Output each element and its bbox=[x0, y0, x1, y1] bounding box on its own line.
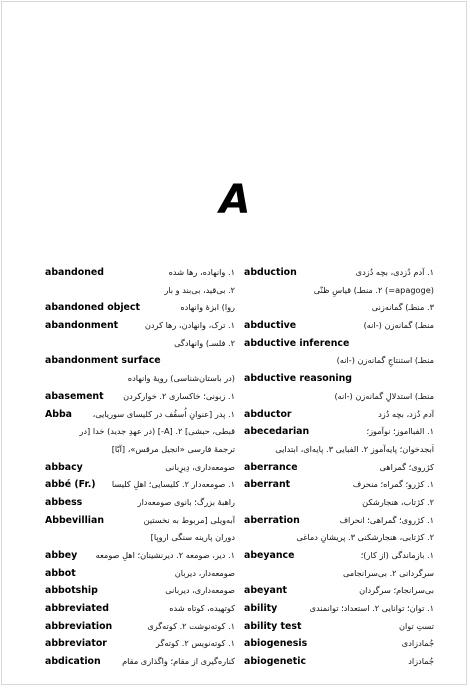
headword: abductive reasoning bbox=[244, 373, 353, 385]
definition: جُمادزاد bbox=[408, 656, 434, 667]
dictionary-entry bbox=[45, 264, 235, 282]
definition: ۱. کوته‌نویس ۲. کوته‌گر bbox=[155, 638, 235, 649]
headword: ability test bbox=[244, 620, 302, 632]
dictionary-entry bbox=[45, 653, 235, 671]
dictionary-entry bbox=[244, 423, 434, 441]
headword: abandoned bbox=[45, 267, 104, 278]
dictionary-entry bbox=[244, 264, 434, 282]
headword: aberrance bbox=[244, 461, 298, 473]
dictionary-entry bbox=[45, 441, 235, 459]
definition: صومعه‌داری، دیربانی bbox=[165, 585, 235, 596]
definition: ۱. کژروی؛ گمراهی؛ انحراف bbox=[339, 514, 434, 525]
section-letter: A bbox=[219, 177, 251, 223]
headword: abbacy bbox=[45, 461, 83, 473]
definition-continuation: منطـ) استدلالِ گمانه‌زن (-انه) bbox=[334, 390, 434, 401]
dictionary-entry bbox=[244, 512, 434, 530]
definition: ۱. وانهاده، رها شده bbox=[168, 267, 235, 277]
definition-continuation: ۳. منطـ) گمانه‌زنی bbox=[371, 302, 434, 313]
definition-continuation: اَبجدخوان؛ پایه‌آموز ۲. الفبایی ۳. پایه‌ای، ابتدایی bbox=[275, 443, 434, 454]
definition-continuation: ۲. کژتابی، هنجارشکنی ۳. پریشانِ دماغی bbox=[296, 532, 434, 543]
headword: abasement bbox=[45, 390, 104, 402]
definition-continuation: قبطی، حبشی] ۲. [A-] (در عهدِ جدید) خدا [در bbox=[79, 426, 235, 437]
left-column bbox=[45, 264, 235, 671]
dictionary-entry bbox=[45, 282, 235, 300]
definition: کوتهیده، کوتاه شده bbox=[169, 603, 235, 614]
dictionary-entry bbox=[45, 335, 235, 353]
dictionary-entry bbox=[244, 653, 434, 671]
definition: کژروی؛ گمراهی bbox=[379, 461, 434, 472]
dictionary-entry bbox=[244, 388, 434, 406]
definition-continuation: سرگردانی ۲. بی‌سرانجامی bbox=[342, 567, 434, 578]
dictionary-entry bbox=[45, 406, 235, 424]
definition: ۱. الفبااموز؛ نوآموز؛ bbox=[366, 426, 434, 437]
headword: abbotship bbox=[45, 585, 98, 597]
dictionary-entry bbox=[244, 335, 434, 353]
dictionary-entry bbox=[244, 476, 434, 494]
headword: abbess bbox=[45, 496, 83, 508]
dictionary-entry bbox=[244, 459, 434, 477]
dictionary-entry bbox=[244, 406, 434, 424]
dictionary-entry bbox=[244, 282, 434, 300]
dictionary-entry bbox=[45, 635, 235, 653]
definition: منطـ) گمانه‌زن (-انه) bbox=[363, 320, 434, 331]
headword: abandonment bbox=[45, 320, 119, 332]
headword: abduction bbox=[244, 267, 297, 278]
headword: abdication bbox=[45, 656, 101, 668]
definition: ۱. دیر، صومعه ۲. دیرنشینان؛ اهلِ صومعه bbox=[95, 550, 235, 560]
definition: ۱. کوته‌نوشت ۲. کوته‌گری bbox=[147, 620, 235, 631]
headword: abbreviation bbox=[45, 620, 113, 632]
headword: abiogenesis bbox=[244, 638, 308, 650]
dictionary-entry bbox=[45, 317, 235, 335]
dictionary-entry bbox=[45, 529, 235, 547]
definition: روا) ابزهٔ وانهاده bbox=[180, 302, 235, 313]
definition: ۱. ترک، وانهادن، رها کردن bbox=[144, 320, 235, 331]
headword: aberrant bbox=[244, 479, 291, 491]
dictionary-entry bbox=[45, 494, 235, 512]
dictionary-entry bbox=[45, 600, 235, 618]
definition: ۱. بازماندگی (از کار)؛ bbox=[360, 550, 434, 560]
headword: aberration bbox=[244, 514, 300, 526]
definition: ۱. پدر [عنوانِ اُسقُف در کلیسای سوریایی، bbox=[92, 408, 235, 419]
dictionary-entry bbox=[45, 476, 235, 494]
headword: abductor bbox=[244, 408, 292, 420]
dictionary-entry bbox=[45, 423, 235, 441]
definition: ۱. کژرو؛ گمراه؛ منحرف bbox=[352, 479, 434, 490]
dictionary-entry bbox=[244, 547, 434, 565]
dictionary-entry bbox=[244, 441, 434, 459]
dictionary-entry bbox=[244, 582, 434, 600]
headword: abeyance bbox=[244, 550, 295, 561]
dictionary-entry bbox=[45, 352, 235, 370]
headword: abductive inference bbox=[244, 337, 350, 349]
headword: abbé (Fr.) bbox=[45, 479, 96, 491]
headword: Abba bbox=[45, 408, 73, 420]
definition: تستِ توان bbox=[398, 620, 434, 631]
headword: ability bbox=[244, 603, 278, 615]
definition-continuation: ۲. بی‌قید، بی‌بند و بار bbox=[164, 284, 235, 295]
definition: ۱. آدم دُزدی، بچه دُزدی bbox=[355, 267, 434, 277]
definition-continuation: دوران پارینه سنگی اروپا] bbox=[150, 532, 235, 543]
definition-continuation: (apagoge=) ۲. منطـ) قیاسِ ظنّی bbox=[313, 284, 434, 295]
headword: Abbevillian bbox=[45, 514, 105, 526]
dictionary-entry bbox=[45, 299, 235, 317]
dictionary-entry bbox=[45, 459, 235, 477]
dictionary-entry bbox=[244, 635, 434, 653]
definition-continuation: ۲. کژتاب، هنجارشکن bbox=[362, 496, 434, 507]
dictionary-entry bbox=[45, 370, 235, 388]
dictionary-entry bbox=[244, 370, 434, 388]
definition: بی‌سرانجام؛ سرگردان bbox=[359, 585, 434, 596]
dictionary-entry bbox=[45, 512, 235, 530]
right-column bbox=[244, 264, 434, 671]
dictionary-entry bbox=[244, 600, 434, 618]
definition: صومعه‌داری، دِیرِبانی bbox=[165, 461, 235, 472]
definition: آدم دُزد، بچه دُزد bbox=[378, 408, 434, 419]
dictionary-entry bbox=[45, 547, 235, 565]
headword: abductive bbox=[244, 320, 297, 332]
definition: آبه‌ویلی [مربوط به نخستین bbox=[143, 514, 235, 525]
dictionary-entry bbox=[45, 618, 235, 636]
definition: جُمادزادی bbox=[401, 638, 434, 649]
headword: abeyant bbox=[244, 585, 287, 597]
headword: abbey bbox=[45, 550, 78, 561]
dictionary-entry bbox=[244, 565, 434, 583]
definition-continuation: ترجمهٔ فارسی «انجیل مرقس»، [آبّا] bbox=[111, 443, 235, 454]
headword: abbot bbox=[45, 567, 76, 579]
definition-continuation: منطـ) استنتاجِ گمانه‌زن (-انه) bbox=[336, 355, 434, 366]
dictionary-entry bbox=[244, 299, 434, 317]
dictionary-entry bbox=[244, 494, 434, 512]
dictionary-entry bbox=[45, 388, 235, 406]
headword: abbreviator bbox=[45, 638, 107, 650]
definition: ۱. توان؛ توانایی ۲. استعداد؛ توانمندی bbox=[309, 603, 434, 614]
dictionary-entry bbox=[244, 317, 434, 335]
dictionary-entry bbox=[244, 618, 434, 636]
dictionary-entry bbox=[45, 582, 235, 600]
definition-continuation: ۲. فلسـ) وانهادگی bbox=[174, 337, 235, 348]
headword: abbreviated bbox=[45, 603, 109, 615]
definition: ۱. زبونی؛ خاکساری ۲. خوارکردن bbox=[123, 390, 235, 401]
headword: abandoned object bbox=[45, 302, 140, 314]
dictionary-entry bbox=[244, 352, 434, 370]
definition: کناره‌گیری از مقام؛ واگذاری مقام bbox=[122, 656, 235, 667]
definition: صومعه‌دار، دیربان bbox=[174, 567, 235, 578]
definition: ۱. صومعه‌دار ۲. کلیسایی؛ اهلِ کلیسا bbox=[111, 479, 235, 490]
dictionary-entry bbox=[244, 529, 434, 547]
definition: راهبهٔ بزرگ؛ بانوی صومعه‌دار bbox=[137, 496, 235, 507]
definition-continuation: (در باستان‌شناسی) رویهٔ وانهاده bbox=[127, 373, 235, 384]
dictionary-entry bbox=[45, 565, 235, 583]
headword: abecedarian bbox=[244, 426, 310, 438]
headword: abandonment surface bbox=[45, 355, 161, 367]
headword: abiogenetic bbox=[244, 656, 307, 668]
